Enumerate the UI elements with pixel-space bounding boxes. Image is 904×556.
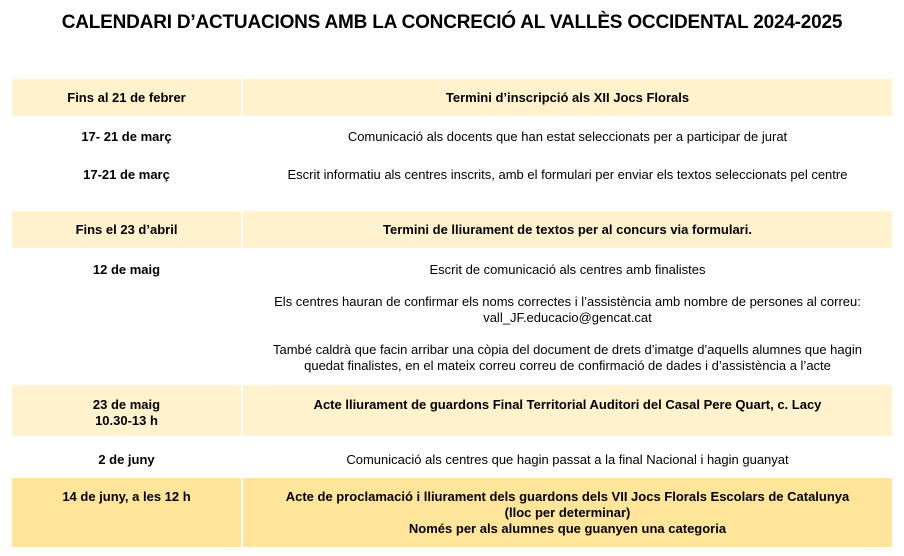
location-line: (lloc per determinar) bbox=[504, 505, 631, 520]
row-date: 2 de juny bbox=[98, 452, 155, 467]
row-date: Fins el 23 d’abril bbox=[12, 211, 241, 248]
calendar-row bbox=[12, 262, 892, 374]
row-description bbox=[243, 478, 892, 547]
row-date: 12 de maig bbox=[92, 262, 161, 277]
calendar-row bbox=[12, 385, 892, 436]
page-title: CALENDARI D’ACTUACIONS AMB LA CONCRECIÓ AL VALLÈS OCCIDENTAL 2024-2025 bbox=[61, 12, 843, 33]
description-paragraph: També caldrà que facin arribar una còpia del document de drets d’imatge d’aquells alumnes que hagin quedat finalistes, en el mateix correu correu de confirmació de dades i d’assistència a l’acte bbox=[273, 342, 862, 373]
row-description: Acte lliurament de guardons Final Territorial Auditori del Casal Pere Quart, c. Lacy bbox=[243, 385, 892, 436]
row-description bbox=[243, 262, 892, 374]
row-description: Escrit informatiu als centres inscrits, amb el formulari per enviar els textos seleccionats pel centre bbox=[287, 167, 848, 182]
note-line: Només per als alumnes que guanyen una categoria bbox=[408, 521, 727, 536]
row-date bbox=[12, 385, 241, 436]
description-paragraph: Els centres hauran de confirmar els noms correctes i l’assistència amb nombre de persones al correu: vall_JF.educacio@gencat.cat bbox=[274, 294, 861, 325]
row-date: 14 de juny, a les 12 h bbox=[12, 478, 241, 547]
calendar-row bbox=[12, 79, 892, 116]
calendar-row bbox=[12, 167, 892, 187]
calendar-row bbox=[12, 452, 892, 472]
row-description: Termini d’inscripció als XII Jocs Florals bbox=[243, 79, 892, 116]
row-date: 17-21 de març bbox=[83, 167, 170, 182]
calendar-row bbox=[12, 211, 892, 248]
description-paragraph: Escrit de comunicació als centres amb finalistes bbox=[429, 262, 706, 277]
time-line: 10.30-13 h bbox=[95, 413, 158, 428]
description-line: Acte de proclamació i lliurament dels guardons dels VII Jocs Florals Escolars de Catalunya bbox=[285, 489, 850, 504]
date-line: 23 de maig bbox=[92, 397, 161, 412]
row-description: Comunicació als centres que hagin passat a la final Nacional i hagin guanyat bbox=[346, 452, 789, 467]
row-date: 17- 21 de març bbox=[81, 129, 172, 144]
calendar-row bbox=[12, 129, 892, 149]
row-description: Termini de lliurament de textos per al concurs via formulari. bbox=[243, 211, 892, 248]
row-date: Fins al 21 de febrer bbox=[12, 79, 241, 116]
row-description: Comunicació als docents que han estat seleccionats per a participar de jurat bbox=[347, 129, 788, 144]
calendar-row bbox=[12, 478, 892, 547]
